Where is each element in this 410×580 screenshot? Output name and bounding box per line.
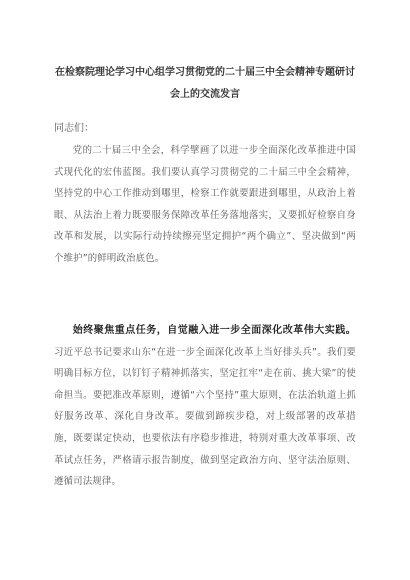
document-title: 在检察院理论学习中心组学习贯彻党的二十届三中全会精神专题研讨会上的交流发言 <box>55 67 355 100</box>
paragraph-body-text: 习近平总书记要求山东“在进一步全面深化改革上当好排头兵”。我们要明确目标方位，以钉钉子精神抓落实，坚定扛牢“走在前、挑大梁”的使命担当。要把准改革原则，遵循“六个坚持”重大原则，在法治轨道上抓好服务改革、深化自身改革。要做到蹄疾步稳，对上级部署的改革措施，既要谋定快动，也要依法有序稳步推进，特别对重大改革事项、改革试点任务，严格请示报告制度，做到坚定政治方向、坚守法治原则、遵循司法规律。 <box>54 346 356 488</box>
body-paragraph-1: 党的二十届三中全会，科学擘画了以进一步全面深化改革推进中国式现代化的宏伟蓝图。我们要认真学习贯彻党的二十届三中全会精神，坚持党的中心工作推动到哪里，检察工作就要跟进到哪里，从政治上着眼、从法治上着力既要服务保障改革任务落地落实，又要抓好检察自身改革和发展，以实际行动持续擦亮坚定拥护“两个确立”、坚决做到“两个维护”的鲜明政治底色。 <box>54 145 356 264</box>
body-paragraph-2 <box>54 320 356 493</box>
paragraph-lead-heading: 始终聚焦重点任务，自觉融入进一步全面深化改革伟大实践。 <box>72 325 356 336</box>
salutation: 同志们： <box>54 123 94 134</box>
